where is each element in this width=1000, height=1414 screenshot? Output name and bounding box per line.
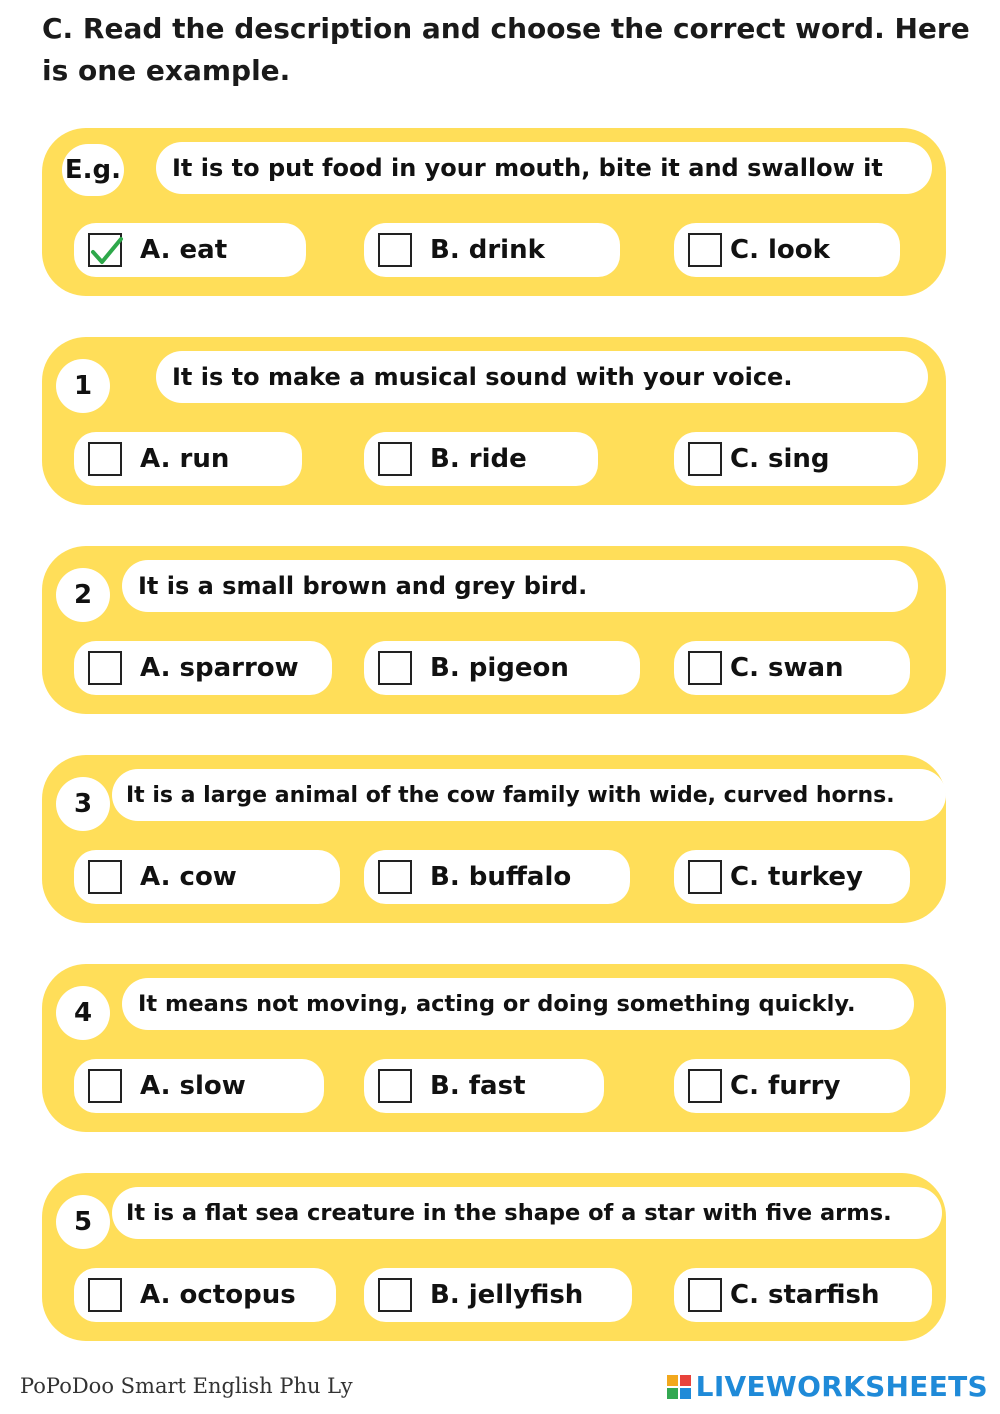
checkbox[interactable]: [88, 651, 122, 685]
example-question: It is to put food in your mouth, bite it and swallow it: [156, 142, 932, 194]
example-card: [42, 128, 946, 296]
question-text: It is a flat sea creature in the shape of a star with five arms.: [112, 1187, 942, 1239]
question-card-5: [42, 1173, 946, 1341]
option-label: A. sparrow: [140, 653, 299, 683]
option-b[interactable]: [364, 1268, 632, 1322]
option-b[interactable]: [364, 1059, 604, 1113]
example-option-c[interactable]: [674, 223, 900, 277]
checkbox[interactable]: [378, 651, 412, 685]
option-c[interactable]: [674, 641, 910, 695]
question-number: 3: [56, 777, 110, 831]
option-label: C. sing: [730, 444, 830, 474]
option-c[interactable]: [674, 432, 918, 486]
checkbox[interactable]: [378, 233, 412, 267]
question-card-3: [42, 755, 946, 923]
option-label: B. fast: [430, 1071, 526, 1101]
checkbox[interactable]: [688, 233, 722, 267]
checkbox[interactable]: [88, 860, 122, 894]
checkbox[interactable]: [378, 442, 412, 476]
option-b[interactable]: [364, 850, 630, 904]
checkbox[interactable]: [688, 860, 722, 894]
option-label: B. ride: [430, 444, 527, 474]
instruction-heading: C. Read the description and choose the correct word. Here is one example.: [42, 12, 970, 87]
brand-name: LIVEWORKSHEETS: [695, 1370, 988, 1403]
option-a[interactable]: [74, 850, 340, 904]
checkbox[interactable]: [688, 1278, 722, 1312]
option-label: A. cow: [140, 862, 237, 892]
option-label: A. run: [140, 444, 230, 474]
option-a[interactable]: [74, 1268, 336, 1322]
option-c[interactable]: [674, 850, 910, 904]
question-card-4: [42, 964, 946, 1132]
footer-credit: PoPoDoo Smart English Phu Ly: [20, 1374, 353, 1398]
question-number: 5: [56, 1195, 110, 1249]
question-number: 2: [56, 568, 110, 622]
option-a[interactable]: [74, 1059, 324, 1113]
option-b[interactable]: [364, 432, 598, 486]
checkbox[interactable]: [688, 651, 722, 685]
question-text: It is a small brown and grey bird.: [122, 560, 918, 612]
option-label: C. starfish: [730, 1280, 880, 1310]
option-label: C. turkey: [730, 862, 863, 892]
question-text: It means not moving, acting or doing something quickly.: [122, 978, 914, 1030]
checkbox-checked[interactable]: [88, 233, 122, 267]
question-text: It is a large animal of the cow family with wide, curved horns.: [112, 769, 946, 821]
checkbox[interactable]: [88, 1278, 122, 1312]
checkmark-icon: [90, 235, 124, 269]
example-option-b[interactable]: [364, 223, 620, 277]
question-number: 4: [56, 986, 110, 1040]
checkbox[interactable]: [378, 860, 412, 894]
example-option-a[interactable]: [74, 223, 306, 277]
option-a[interactable]: [74, 432, 302, 486]
option-label: C. swan: [730, 653, 844, 683]
option-label: B. pigeon: [430, 653, 569, 683]
option-label: A. eat: [140, 235, 228, 265]
liveworksheets-logo[interactable]: [666, 1370, 988, 1403]
question-card-2: [42, 546, 946, 714]
option-b[interactable]: [364, 641, 640, 695]
question-number: 1: [56, 359, 110, 413]
option-label: C. look: [730, 235, 830, 265]
liveworksheets-logo-icon: [666, 1374, 692, 1400]
option-label: B. jellyfish: [430, 1280, 584, 1310]
checkbox[interactable]: [88, 1069, 122, 1103]
option-label: A. slow: [140, 1071, 246, 1101]
option-c[interactable]: [674, 1059, 910, 1113]
option-a[interactable]: [74, 641, 332, 695]
option-label: A. octopus: [140, 1280, 296, 1310]
checkbox[interactable]: [378, 1069, 412, 1103]
checkbox[interactable]: [688, 442, 722, 476]
option-label: B. buffalo: [430, 862, 572, 892]
example-label: E.g.: [62, 144, 124, 196]
option-c[interactable]: [674, 1268, 932, 1322]
option-label: B. drink: [430, 235, 545, 265]
question-card-1: [42, 337, 946, 505]
option-label: C. furry: [730, 1071, 841, 1101]
checkbox[interactable]: [88, 442, 122, 476]
checkbox[interactable]: [378, 1278, 412, 1312]
checkbox[interactable]: [688, 1069, 722, 1103]
question-text: It is to make a musical sound with your voice.: [156, 351, 928, 403]
